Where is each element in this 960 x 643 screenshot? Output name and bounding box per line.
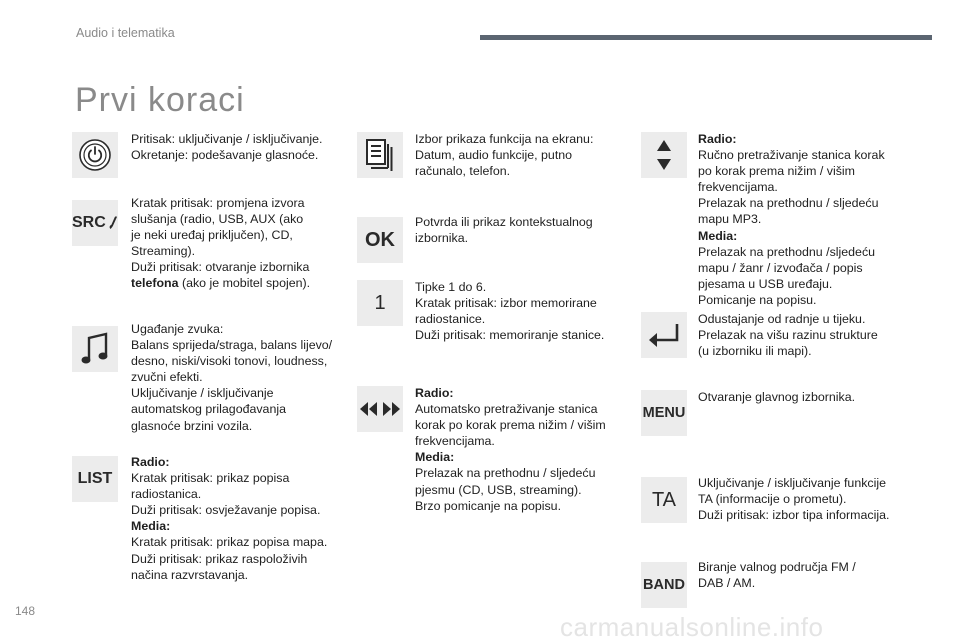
up-down-arrows-icon	[641, 132, 687, 178]
power-description: Pritisak: uključivanje / isključivanje. Okretanje: podešavanje glasnoće.	[131, 132, 323, 163]
ok-description: Potvrda ili prikaz kontekstualnog izbornika.	[415, 215, 593, 246]
sound-description: Ugađanje zvuka: Balans sprijeda/straga, balans lijevo/ desno, niski/visoki tonovi, loudness, zvučni efekti. Uključivanje / isključivanje automatskog prilagođavanja glasnoće brzini vozila.	[131, 322, 333, 433]
back-return-icon	[641, 312, 687, 358]
src-phone-button-icon: SRC	[72, 200, 118, 246]
back-description: Odustajanje od radnje u tijeku. Prelazak na višu razinu strukture (u izborniku ili mapi).	[698, 312, 878, 359]
ta-button-icon: TA	[641, 477, 687, 523]
list-description: Radio: Kratak pritisak: prikaz popisa radiostanica. Duži pritisak: osvježavanje popisa. Media: Kratak pritisak: prikaz popisa mapa. Duži pritisak: prikaz raspoloživih načina razvrstavanja.	[131, 455, 328, 582]
page-title: Prvi koraci	[75, 80, 245, 119]
band-description: Biranje valnog područja FM / DAB / AM.	[698, 560, 856, 591]
menu-button-icon: MENU	[641, 390, 687, 436]
music-note-icon	[72, 326, 118, 372]
seek-description: Radio: Automatsko pretraživanje stanica korak po korak prema nižim / višim frekvencijama. Media: Prelazak na prethodnu / sljedeću pjesmu (CD, USB, streaming). Brzo pomicanje na popisu.	[415, 386, 606, 513]
header-bar	[480, 35, 932, 40]
src-description: Kratak pritisak: promjena izvora slušanja (radio, USB, AUX (ako je neki uređaj priključen), CD, Streaming). Duži pritisak: otvaranje izbornika telefona (ako je mobitel spojen).	[131, 196, 311, 291]
menu-description: Otvaranje glavnog izbornika.	[698, 390, 856, 404]
preset-keys-icon: 1	[357, 280, 403, 326]
seek-buttons-icon	[357, 386, 403, 432]
page-number: 148	[15, 604, 36, 618]
power-button-icon	[72, 132, 118, 178]
up-down-description: Radio: Ručno pretraživanje stanica korak po korak prema nižim / višim frekvencijama. Prelazak na prethodnu / sljedeću mapu MP3. Media: Prelazak na prethodnu /sljedeću mapu / žanr / izvođača / popis pjesama u USB uređaju. Pomicanje na popisu.	[698, 132, 885, 307]
section-title: Audio i telematika	[76, 26, 175, 40]
ta-description: Uključivanje / isključivanje funkcije TA (informacije o prometu). Duži pritisak: izbor tipa informacija.	[698, 476, 890, 523]
watermark: carmanualsonline.info	[560, 612, 824, 642]
ok-button-icon: OK	[357, 217, 403, 263]
display-pages-icon	[357, 132, 403, 178]
list-button-icon: LIST	[72, 456, 118, 502]
preset-keys-description: Tipke 1 do 6. Kratak pritisak: izbor memorirane radiostanice. Duži pritisak: memoriranje stanice.	[415, 280, 605, 343]
display-description: Izbor prikaza funkcija na ekranu: Datum, audio funkcije, putno računalo, telefon.	[415, 132, 594, 179]
band-button-icon: BAND	[641, 562, 687, 608]
